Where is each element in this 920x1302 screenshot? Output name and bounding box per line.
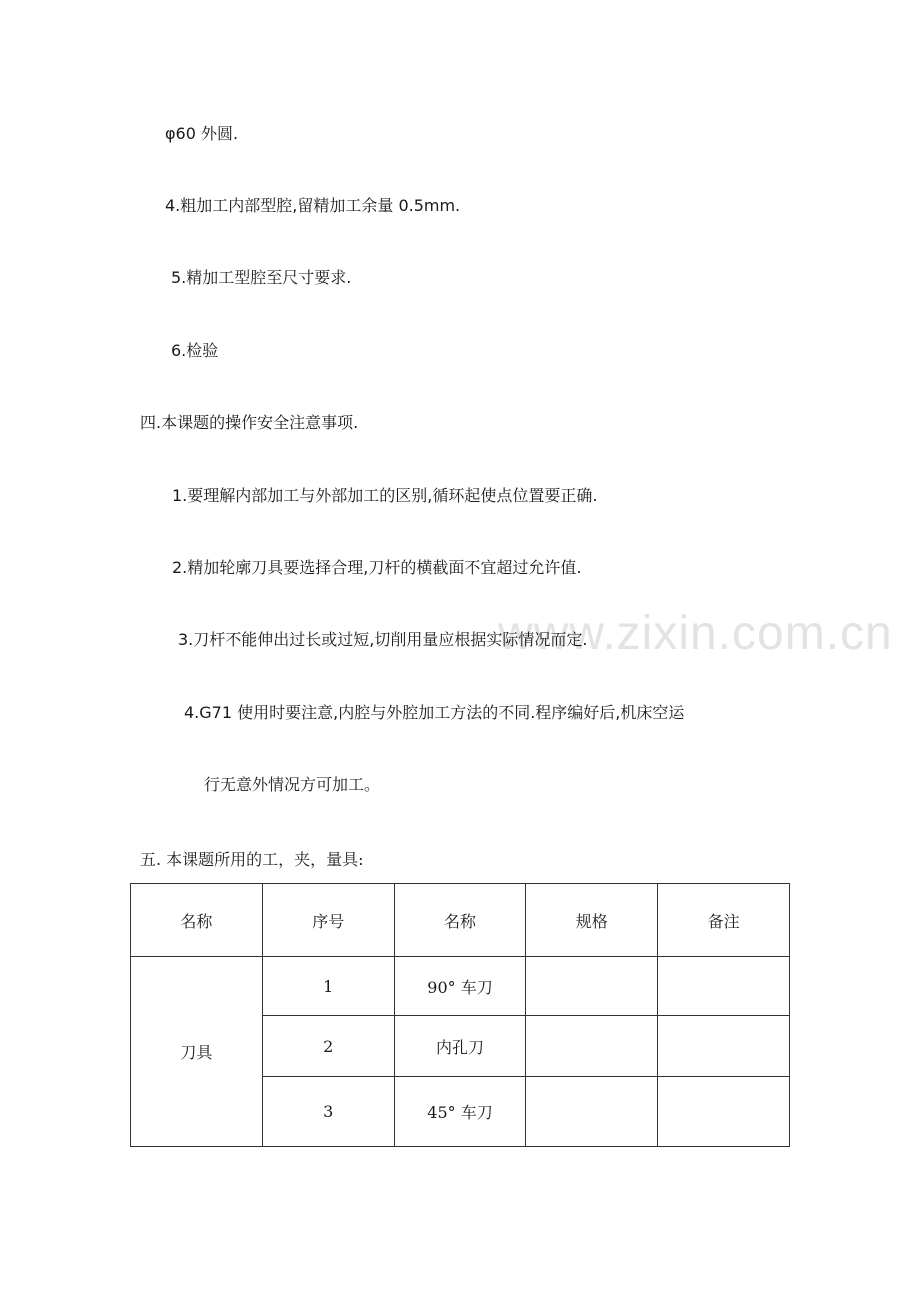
text-line-safety-1: 1.要理解内部加工与外部加工的区别,循环起使点位置要正确. — [172, 486, 598, 505]
group-label-cell: 刀具 — [131, 957, 263, 1147]
text-line-rough-machining: 4.粗加工内部型腔,留精加工余量 0.5mm. — [165, 196, 461, 215]
cell-item-name: 90° 车刀 — [394, 957, 526, 1016]
text-line-phi60: φ60 外圆. — [165, 124, 239, 143]
cell-note — [658, 957, 790, 1016]
tools-table — [130, 883, 790, 1147]
section-heading-tools: 五. 本课题所用的工，夹，量具: — [140, 850, 364, 869]
cell-item-name: 内孔刀 — [394, 1016, 526, 1076]
header-no: 序号 — [262, 884, 394, 957]
text-line-inspection: 6.检验 — [171, 341, 219, 360]
cell-spec — [526, 1016, 658, 1076]
text-line-safety-2: 2.精加轮廓刀具要选择合理,刀杆的横截面不宜超过允许值. — [172, 558, 582, 577]
cell-note — [658, 1076, 790, 1146]
section-heading-safety: 四.本课题的操作安全注意事项. — [140, 413, 359, 432]
text-line-safety-4-cont: 行无意外情况方可加工。 — [204, 775, 381, 794]
cell-item-name: 45° 车刀 — [394, 1076, 526, 1146]
text-line-safety-3: 3.刀杆不能伸出过长或过短,切削用量应根据实际情况而定. — [178, 630, 588, 649]
cell-no: 1 — [262, 957, 394, 1016]
cell-no: 2 — [262, 1016, 394, 1076]
text-line-safety-4: 4.G71 使用时要注意,内腔与外腔加工方法的不同.程序编好后,机床空运 — [184, 703, 685, 722]
table-header-row — [131, 884, 790, 957]
header-name: 名称 — [131, 884, 263, 957]
cell-note — [658, 1016, 790, 1076]
header-item-name: 名称 — [394, 884, 526, 957]
header-spec: 规格 — [526, 884, 658, 957]
cell-spec — [526, 1076, 658, 1146]
cell-spec — [526, 957, 658, 1016]
text-line-finish-machining: 5.精加工型腔至尺寸要求. — [171, 268, 352, 287]
cell-no: 3 — [262, 1076, 394, 1146]
header-note: 备注 — [658, 884, 790, 957]
table-row — [131, 957, 790, 1016]
watermark: www.zixin.com.cn — [498, 607, 893, 660]
